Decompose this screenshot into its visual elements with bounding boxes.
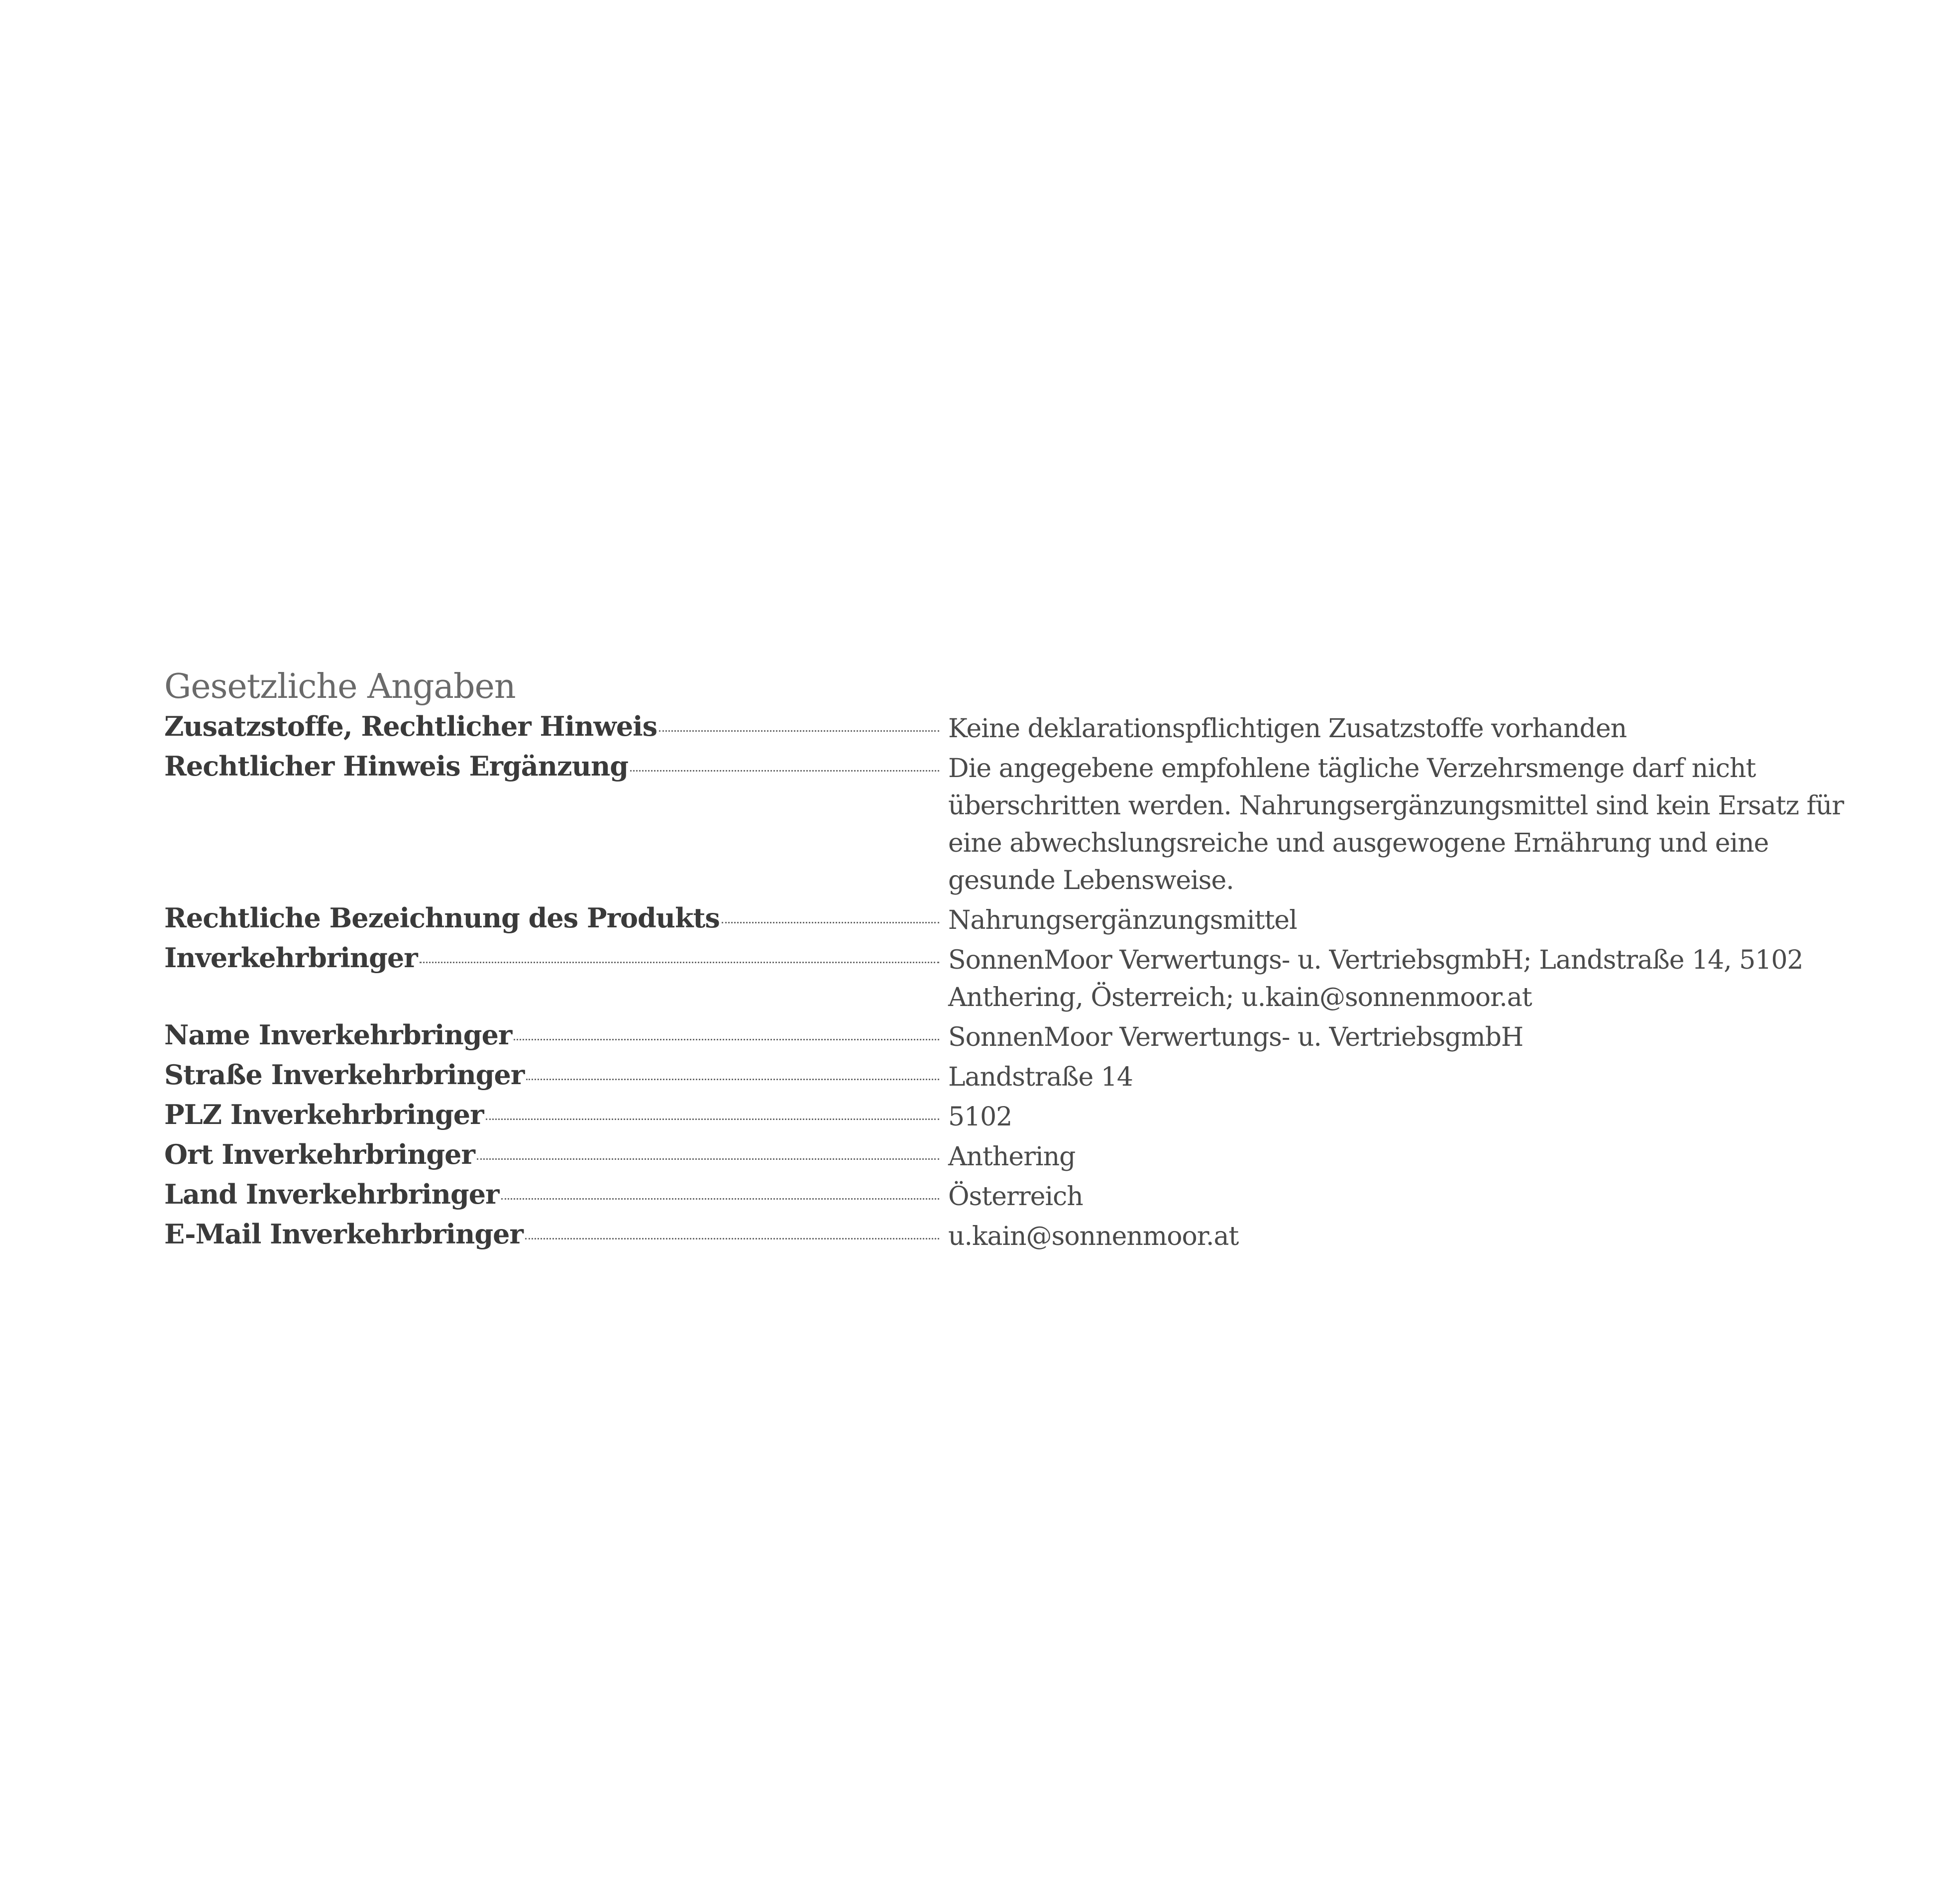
- dotted-leader: [525, 1238, 939, 1239]
- dotted-leader: [630, 770, 939, 772]
- dotted-leader: [526, 1079, 939, 1080]
- section-title: Gesetzliche Angaben: [164, 667, 516, 706]
- row-value: Keine deklarationspflichtigen Zusatzstoffe vorhanden: [948, 714, 1627, 744]
- row-label: Ort Inverkehrbringer: [164, 1138, 475, 1170]
- row-label-cell: [164, 708, 948, 745]
- row-label: Straße Inverkehrbringer: [164, 1059, 525, 1091]
- row-label: Inverkehrbringer: [164, 942, 418, 974]
- row-label-cell: [164, 1056, 948, 1094]
- row-label: E-Mail Inverkehrbringer: [164, 1218, 523, 1250]
- row-label: Name Inverkehrbringer: [164, 1019, 512, 1051]
- row-value: Nahrungsergänzungsmittel: [948, 905, 1297, 935]
- dotted-leader: [477, 1158, 939, 1160]
- row-label-cell: [164, 1136, 948, 1173]
- row-label-cell: [164, 1096, 948, 1133]
- row-label: Zusatzstoffe, Rechtlicher Hinweis: [164, 710, 657, 742]
- dotted-leader: [659, 730, 939, 732]
- legal-info-row: [164, 1176, 1847, 1216]
- row-label: PLZ Inverkehrbringer: [164, 1099, 484, 1130]
- legal-info-row: [164, 1096, 1847, 1136]
- legal-info-row: [164, 1136, 1847, 1176]
- legal-info-row: [164, 1216, 1847, 1255]
- row-label-cell: [164, 1216, 948, 1253]
- legal-info-row: [164, 1016, 1847, 1056]
- legal-info-list: [164, 708, 1847, 1255]
- row-value: Die angegebene empfohlene tägliche Verzehrsmenge darf nicht überschritten werden. Nahrungsergänzungsmittel sind kein Ersatz für eine abwechslungsreiche und ausgewogene Ernährung und eine gesunde Lebensweise.: [948, 754, 1844, 895]
- row-value: SonnenMoor Verwertungs- u. VertriebsgmbH; Landstraße 14, 5102 Anthering, Österreich; u.kain@sonnenmoor.at: [948, 945, 1803, 1012]
- row-value: u.kain@sonnenmoor.at: [948, 1222, 1239, 1251]
- row-value: Landstraße 14: [948, 1062, 1133, 1092]
- row-label-cell: [164, 748, 948, 785]
- row-value: 5102: [948, 1102, 1012, 1132]
- row-label: Rechtlicher Hinweis Ergänzung: [164, 750, 629, 782]
- dotted-leader: [514, 1039, 939, 1040]
- legal-info-row: [164, 748, 1847, 899]
- dotted-leader: [420, 962, 939, 963]
- row-label-cell: [164, 1016, 948, 1054]
- row-value: Österreich: [948, 1182, 1083, 1212]
- row-label-cell: [164, 939, 948, 977]
- row-label-cell: [164, 899, 948, 937]
- row-label-cell: [164, 1176, 948, 1213]
- legal-info-row: [164, 1056, 1847, 1096]
- row-value: SonnenMoor Verwertungs- u. VertriebsgmbH: [948, 1022, 1524, 1052]
- row-value: Anthering: [948, 1142, 1076, 1172]
- row-label: Land Inverkehrbringer: [164, 1178, 499, 1210]
- legal-info-row: [164, 899, 1847, 939]
- legal-info-row: [164, 939, 1847, 1016]
- dotted-leader: [501, 1198, 939, 1200]
- legal-info-section: [164, 666, 1847, 1255]
- dotted-leader: [722, 922, 939, 923]
- legal-info-row: [164, 708, 1847, 748]
- row-label: Rechtliche Bezeichnung des Produkts: [164, 902, 720, 934]
- dotted-leader: [486, 1119, 939, 1120]
